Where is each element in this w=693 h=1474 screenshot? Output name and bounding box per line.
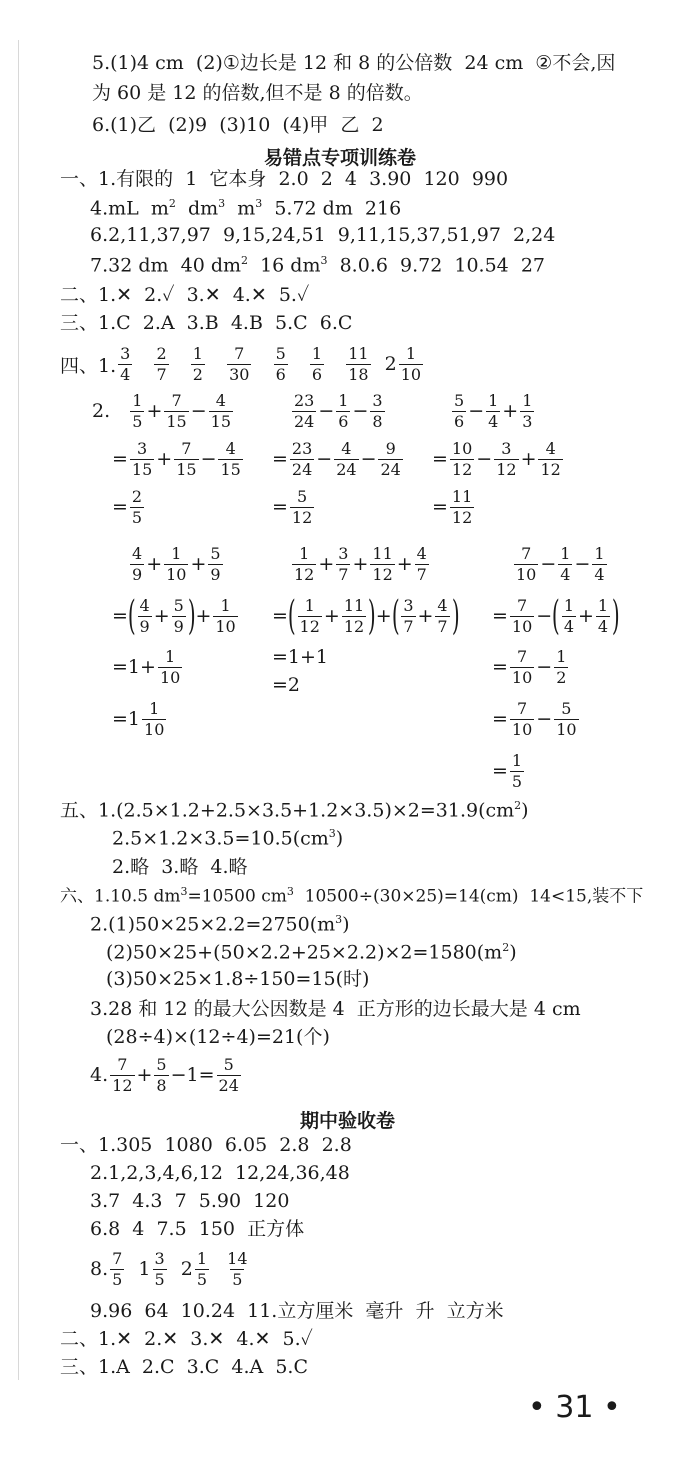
answer-line: 4.mL $m^2$ $dm^3$ $m^3$ 5.72 dm 216: [90, 197, 402, 220]
calc-step: 5 6 − $\frac{1}{4}$ + $\frac{1}{3}$: [454, 391, 533, 431]
calc-step: = $\frac{10}{12}$ − $\frac{3}{12}$ + $\frac{4}{12}$: [432, 439, 561, 479]
calc-step: = $\frac{7}{10}$ − $\frac{1}{2}$: [492, 647, 567, 687]
answer-line: 二、1.✕ 2.✓ 3.✕ 4.✕ 5.✓: [60, 284, 310, 306]
answer-line: 一、1.305 1080 6.05 2.8 2.8: [60, 1134, 352, 1156]
answer-line: $2.5\times 1.2\times 3.5=10.5(cm^3)$: [112, 827, 344, 850]
calc-step: = $\frac{3}{15}$ + $\frac{7}{15}$ − $\frac{4}{15}$: [112, 439, 241, 479]
answer-line: 6.2,11,37,97 9,15,24,51 9,11,15,37,51,97 2,24: [90, 224, 556, 246]
answer-line: $(2)50\times 25+(50\times 2.2+25\times 2.2)\times 2=1580(m^2)$: [106, 941, 517, 964]
page-number: • 31 •: [528, 1390, 621, 1425]
calc-step: 8. 7 5 1 3 5 2 1 5 14 5: [90, 1249, 248, 1289]
answer-line: (3)50×25×1.8÷150=15(时): [106, 968, 370, 990]
calc-step: 4 9 + $\frac{1}{10}$ + $\frac{5}{9}$: [132, 544, 221, 584]
calc-step: = ( 1 12 + $\frac{11}{12}$ ) + ( 3 7 + $\frac{4}{7}$ ): [272, 593, 460, 639]
calc-step: = $\frac{2}{5}$: [112, 487, 143, 527]
answer-line: 5.(1)4 cm (2)①边长是 12 和 8 的公倍数 24 cm ②不会,因: [92, 52, 616, 74]
calc-step: 2. 1 5 + $\frac{7}{15}$ − $\frac{4}{15}$: [92, 391, 232, 431]
calc-step: 23 24 − $\frac{1}{6}$ − $\frac{3}{8}$: [294, 391, 383, 431]
fraction-answers: 四、1. 3 4 2 7 1 2 7 30 5 6 1 6 11 18 2 1 10: [60, 343, 422, 384]
section-title: 期中验收卷: [300, 1110, 396, 1132]
calc-step: =1+ $\frac{1}{10}$: [112, 647, 181, 687]
answer-line: 6.8 4 7.5 150 正方体: [90, 1218, 305, 1240]
calc-step: = $\frac{1}{5}$: [492, 751, 523, 791]
calc-step: =2: [272, 674, 301, 696]
calc-step: =1+1: [272, 646, 329, 668]
calc-step: = $\frac{7}{10}$ − $\frac{5}{10}$: [492, 699, 577, 739]
answer-line: 3.7 4.3 7 5.90 120: [90, 1190, 290, 1212]
answer-line: 六、1.10.5 $dm^3=10500$ $cm^3$ 10500÷(30×25)=14(cm) 14<15,装不下: [60, 885, 644, 907]
calc-step: = $\frac{5}{12}$: [272, 487, 313, 527]
calc-step: 4. 7 12 + $\frac{5}{8}$ −1= $\frac{5}{24}$: [90, 1055, 239, 1095]
answer-line: 五、$1.(2.5\times 1.2+2.5\times 3.5+1.2\times 3.5)\times 2=31.9(cm^2)$: [60, 799, 529, 822]
calc-step: =1 1 10: [112, 699, 165, 739]
answer-line: 2.略 3.略 4.略: [112, 856, 248, 878]
answer-line: 一、1.有限的 1 它本身 2.0 2 4 3.90 120 990: [60, 168, 509, 190]
margin-line: [18, 40, 19, 1380]
calc-step: = ( 4 9 + $\frac{5}{9}$ ) + $\frac{1}{10}$: [112, 593, 236, 639]
answer-line: 7.32 dm 40 $dm^2$ 16 $dm^3$ 8.0.6 9.72 10.54 27: [90, 254, 546, 277]
answer-line: 三、1.C 2.A 3.B 4.B 5.C 6.C: [60, 312, 353, 334]
answer-line: 二、1.✕ 2.✕ 3.✕ 4.✕ 5.✓: [60, 1328, 313, 1350]
calc-step: = $\frac{7}{10}$ − ( 1 4 + $\frac{1}{4}$ ): [492, 593, 620, 639]
answer-line: 2.1,2,3,4,6,12 12,24,36,48: [90, 1162, 350, 1184]
calc-step: 7 10 − $\frac{1}{4}$ − $\frac{1}{4}$: [516, 544, 605, 584]
section-title: 易错点专项训练卷: [264, 147, 417, 169]
answer-line: 三、1.A 2.C 3.C 4.A 5.C: [60, 1356, 309, 1378]
answer-line: 为 60 是 12 的倍数,但不是 8 的倍数。: [92, 82, 423, 104]
calc-step: 1 12 + $\frac{3}{7}$ + $\frac{11}{12}$ + $\frac{4}{7}$: [294, 544, 427, 584]
answer-line: 6.(1)乙 (2)9 (3)10 (4)甲 乙 2: [92, 114, 384, 136]
answer-line: 9.96 64 10.24 11.立方厘米 毫升 升 立方米: [90, 1300, 504, 1322]
answer-line: (28÷4)×(12÷4)=21(个): [106, 1026, 330, 1048]
answer-line: 3.28 和 12 的最大公因数是 4 正方形的边长最大是 4 cm: [90, 998, 581, 1020]
calc-step: = $\frac{11}{12}$: [432, 487, 473, 527]
calc-step: = $\frac{23}{24}$ − $\frac{4}{24}$ − $\frac{9}{24}$: [272, 439, 401, 479]
answer-line: $2.(1)50\times 25\times 2.2=2750(m^3)$: [90, 913, 350, 936]
